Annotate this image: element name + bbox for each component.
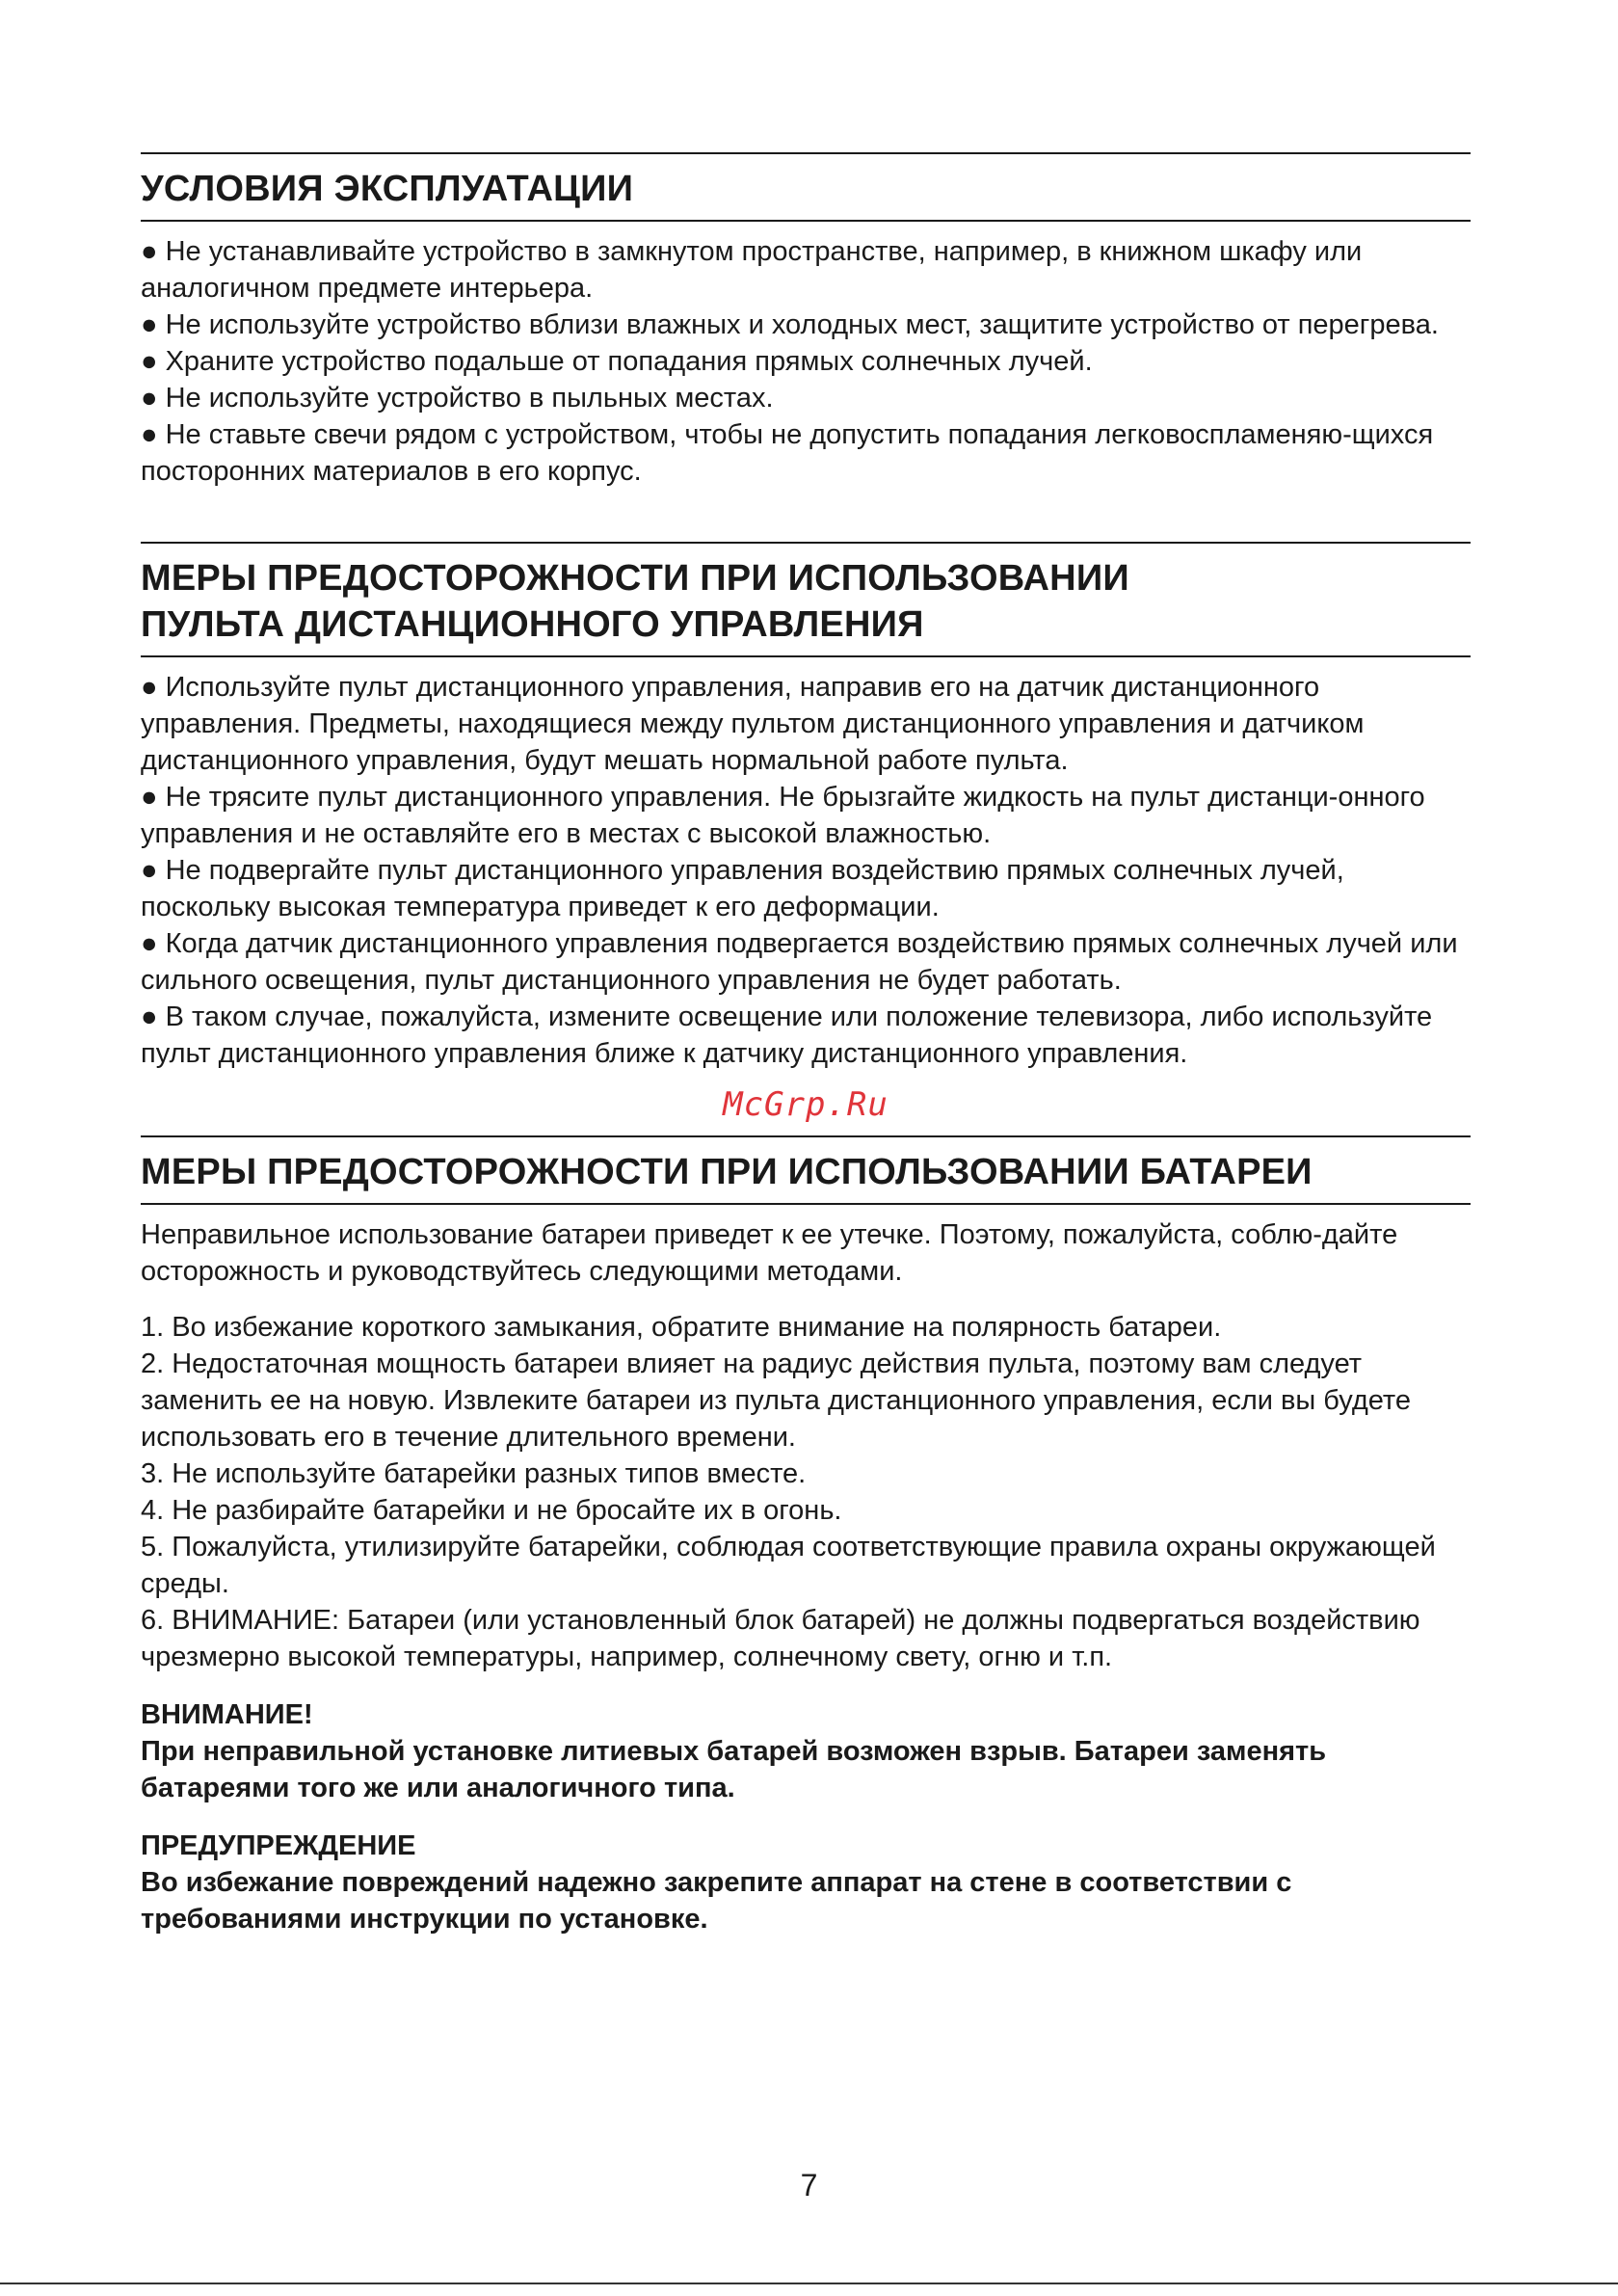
list-item: ● Не используйте устройство в пыльных местах. [141,383,774,414]
list-item: ● Не используйте устройство вблизи влажных и холодных мест, защитите устройство от перегрева. [141,309,1439,340]
attention-block [141,1696,1471,1806]
warning-block [141,1828,1471,1937]
section-intro: Неправильное использование батареи приведет к ее утечке. Поэтому, пожалуйста, соблю-дайте осторожность и руководствуйтесь следующими методами. [141,1219,1398,1287]
watermark: McGrp.Ru [723,1085,889,1124]
list-item: ● Когда датчик дистанционного управления подвергается воздействию прямых солнечных лучей или сильного освещения, пульт дистанционного управления не будет работать. [141,928,1458,996]
bottom-divider [0,2283,1618,2284]
list-item: ● Не трясите пульт дистанционного управления. Не брызгайте жидкость на пульт дистанци-онного управления и не оставляйте его в местах с высокой влажностью. [141,782,1425,849]
section-header-remote-precautions [141,542,1471,657]
list-item: 4. Не разбирайте батарейки и не бросайте их в огонь. [141,1495,842,1526]
list-item: ● Используйте пульт дистанционного управления, направив его на датчик дистанционного управления. Предметы, находящиеся между пультом дистанционного управления и датчиком дистанционного управления, будут мешать нормальной работе пульта. [141,672,1365,776]
list-item: ● Не ставьте свечи рядом с устройством, чтобы не допустить попадания легковоспламеняю-щихся посторонних материалов в его корпус. [141,419,1434,487]
list-item: ● Не устанавливайте устройство в замкнутом пространстве, например, в книжном шкафу или аналогичном предмете интерьера. [141,236,1363,304]
page-number: 7 [800,2168,818,2203]
attention-title: ВНИМАНИЕ! [141,1699,313,1730]
section-body-remote-precautions [141,669,1471,1072]
list-item: 3. Не используйте батарейки разных типов вместе. [141,1458,807,1489]
attention-text: При неправильной установке литиевых батарей возможен взрыв. Батареи заменять батареями того же или аналогичного типа. [141,1736,1327,1803]
page-content [141,152,1471,1937]
list-item: 1. Во избежание короткого замыкания, обратите внимание на полярность батареи. [141,1312,1222,1343]
list-item: 6. ВНИМАНИЕ: Батареи (или установленный блок батарей) не должны подвергаться воздействию чрезмерно высокой температуры, например, солнечному свету, огню и т.п. [141,1605,1420,1672]
section-body-operating-conditions [141,233,1471,490]
warning-title: ПРЕДУПРЕЖДЕНИЕ [141,1830,416,1861]
warning-text: Во избежание повреждений надежно закрепите аппарат на стене в соответствии с требованиями инструкции по установке. [141,1867,1292,1935]
list-item: ● Не подвергайте пульт дистанционного управления воздействию прямых солнечных лучей, поскольку высокая температура приведет к его деформации. [141,855,1344,922]
list-item: ● Храните устройство подальше от попадания прямых солнечных лучей. [141,346,1093,377]
section-title-line-1: МЕРЫ ПРЕДОСТОРОЖНОСТИ ПРИ ИСПОЛЬЗОВАНИИ [141,558,1129,599]
section-header-battery-precautions [141,1135,1471,1205]
section-title: УСЛОВИЯ ЭКСПЛУАТАЦИИ [141,169,634,209]
list-item: 5. Пожалуйста, утилизируйте батарейки, соблюдая соответствующие правила охраны окружающей среды. [141,1532,1436,1599]
section-header-operating-conditions [141,152,1471,222]
list-item: 2. Недостаточная мощность батареи влияет на радиус действия пульта, поэтому вам следует заменить ее на новую. Извлеките батареи из пульта дистанционного управления, если вы будете использовать его в течение длительного времени. [141,1348,1411,1453]
section-body-battery-precautions [141,1216,1471,1675]
list-item: ● В таком случае, пожалуйста, измените освещение или положение телевизора, либо используйте пульт дистанционного управления ближе к датчику дистанционного управления. [141,1001,1433,1069]
section-title-line-2: ПУЛЬТА ДИСТАНЦИОННОГО УПРАВЛЕНИЯ [141,604,924,645]
section-title: МЕРЫ ПРЕДОСТОРОЖНОСТИ ПРИ ИСПОЛЬЗОВАНИИ БАТАРЕИ [141,1152,1313,1192]
